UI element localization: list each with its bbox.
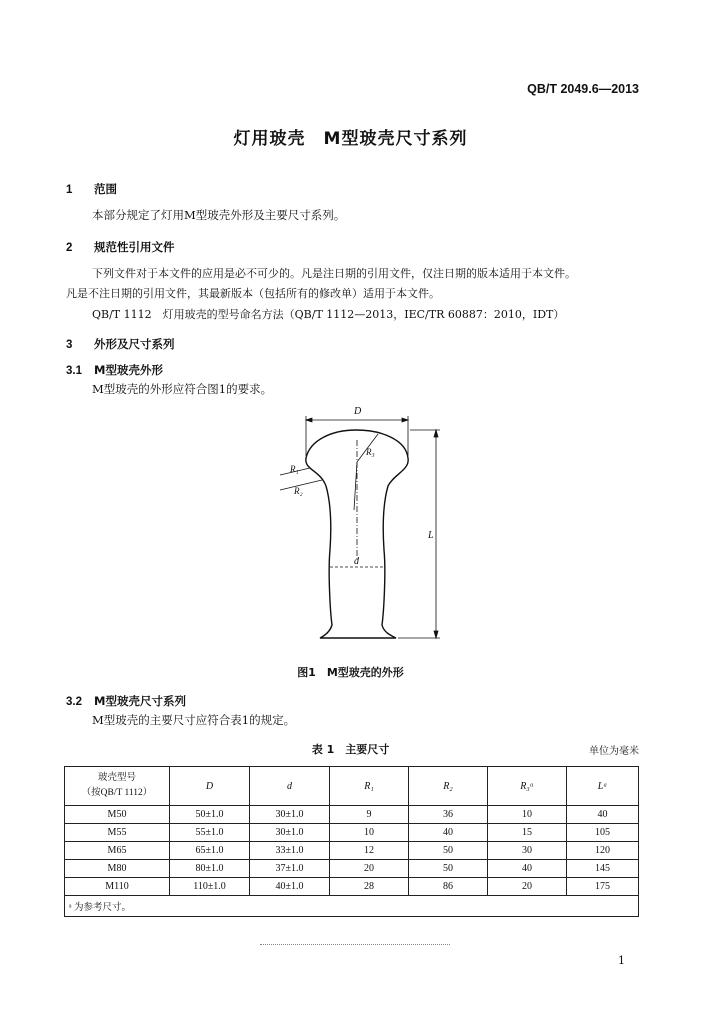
bulb-outline-figure bbox=[270, 400, 450, 650]
section-3-heading bbox=[66, 336, 175, 352]
header-d: d bbox=[250, 767, 330, 806]
section-title: M型玻壳外形 bbox=[94, 363, 163, 377]
cell-D: 110±1.0 bbox=[170, 878, 250, 896]
cell-R3: 30 bbox=[488, 842, 567, 860]
section-title: M型玻壳尺寸系列 bbox=[94, 694, 186, 708]
cell-R1: 20 bbox=[330, 860, 409, 878]
cell-D: 50±1.0 bbox=[170, 806, 250, 824]
cell-R3: 10 bbox=[488, 806, 567, 824]
table-footnote-row bbox=[65, 896, 639, 917]
header-type-line-1: 玻壳型号 bbox=[97, 773, 136, 783]
section-number: 2 bbox=[66, 242, 73, 254]
dimension-D-label: D bbox=[354, 406, 362, 417]
header-type-line-2: （按QB/T 1112） bbox=[81, 788, 153, 798]
figure-caption: 图1 M型玻壳的外形 bbox=[297, 666, 404, 679]
table-footnote: ᵃ 为参考尺寸。 bbox=[65, 896, 639, 917]
table-row bbox=[65, 878, 639, 896]
section-1-heading bbox=[66, 181, 117, 197]
cell-R2: 40 bbox=[409, 824, 488, 842]
cell-R1: 28 bbox=[330, 878, 409, 896]
section-title: 范围 bbox=[94, 182, 117, 196]
header-D: D bbox=[170, 767, 250, 806]
cell-R3: 20 bbox=[488, 878, 567, 896]
cell-d: 30±1.0 bbox=[250, 806, 330, 824]
dimensions-table bbox=[64, 766, 639, 917]
cell-R1: 12 bbox=[330, 842, 409, 860]
cell-L: 120 bbox=[567, 842, 639, 860]
header-R1: R₁ bbox=[330, 767, 409, 806]
table-header-row bbox=[65, 767, 639, 806]
normative-reference: QB/T 1112 灯用玻壳的型号命名方法（QB/T 1112—2013，IEC/TR 60887：2010，IDT） bbox=[92, 308, 565, 321]
cell-type: M110 bbox=[65, 878, 170, 896]
section-3-2-text: M型玻壳的主要尺寸应符合表1的规定。 bbox=[92, 713, 296, 727]
cell-L: 145 bbox=[567, 860, 639, 878]
cell-R1: 10 bbox=[330, 824, 409, 842]
header-R3: R₃ᵃ bbox=[488, 767, 567, 806]
dimension-d-label: d bbox=[354, 556, 359, 567]
page-number: 1 bbox=[618, 954, 625, 967]
cell-D: 65±1.0 bbox=[170, 842, 250, 860]
table-unit: 单位为毫米 bbox=[589, 746, 639, 757]
table-row bbox=[65, 806, 639, 824]
section-3-1-heading bbox=[66, 362, 163, 378]
cell-R2: 36 bbox=[409, 806, 488, 824]
cell-R3: 15 bbox=[488, 824, 567, 842]
section-2-heading bbox=[66, 239, 175, 255]
cell-type: M55 bbox=[65, 824, 170, 842]
header-L: Lᵃ bbox=[567, 767, 639, 806]
section-number: 3.1 bbox=[66, 365, 82, 377]
header-R2: R₂ bbox=[409, 767, 488, 806]
cell-D: 55±1.0 bbox=[170, 824, 250, 842]
cell-R2: 50 bbox=[409, 860, 488, 878]
section-number: 1 bbox=[66, 184, 73, 196]
table-row bbox=[65, 842, 639, 860]
table-row bbox=[65, 824, 639, 842]
section-title: 外形及尺寸系列 bbox=[94, 337, 175, 351]
cell-type: M80 bbox=[65, 860, 170, 878]
section-1-text: 本部分规定了灯用M型玻壳外形及主要尺寸系列。 bbox=[92, 208, 346, 222]
cell-D: 80±1.0 bbox=[170, 860, 250, 878]
table-caption: 表 1 主要尺寸 bbox=[311, 743, 390, 756]
section-3-2-heading bbox=[66, 693, 186, 709]
cell-type: M50 bbox=[65, 806, 170, 824]
cell-d: 40±1.0 bbox=[250, 878, 330, 896]
section-number: 3 bbox=[66, 339, 73, 351]
section-2-line-2: 凡是不注日期的引用文件，其最新版本（包括所有的修改单）适用于本文件。 bbox=[66, 287, 440, 300]
cell-type: M65 bbox=[65, 842, 170, 860]
footer-divider bbox=[260, 944, 450, 945]
section-number: 3.2 bbox=[66, 696, 82, 708]
section-title: 规范性引用文件 bbox=[94, 240, 175, 254]
cell-R3: 40 bbox=[488, 860, 567, 878]
table-row bbox=[65, 860, 639, 878]
radius-R2-label: R₂ bbox=[294, 486, 303, 496]
cell-R1: 9 bbox=[330, 806, 409, 824]
document-title: 灯用玻壳 M型玻壳尺寸系列 bbox=[233, 129, 468, 149]
cell-L: 175 bbox=[567, 878, 639, 896]
cell-d: 33±1.0 bbox=[250, 842, 330, 860]
cell-L: 105 bbox=[567, 824, 639, 842]
cell-R2: 50 bbox=[409, 842, 488, 860]
header-type bbox=[65, 767, 170, 806]
cell-d: 30±1.0 bbox=[250, 824, 330, 842]
section-2-line-1: 下列文件对于本文件的应用是必不可少的。凡是注日期的引用文件，仅注日期的版本适用于本文件。 bbox=[92, 267, 576, 280]
section-3-1-text: M型玻壳的外形应符合图1的要求。 bbox=[92, 382, 273, 396]
dimension-L-label: L bbox=[428, 530, 434, 541]
cell-d: 37±1.0 bbox=[250, 860, 330, 878]
radius-R3-label: R₃ bbox=[366, 447, 375, 457]
cell-L: 40 bbox=[567, 806, 639, 824]
cell-R2: 86 bbox=[409, 878, 488, 896]
standard-code: QB/T 2049.6—2013 bbox=[527, 82, 639, 96]
radius-R1-label: R₁ bbox=[290, 464, 299, 474]
